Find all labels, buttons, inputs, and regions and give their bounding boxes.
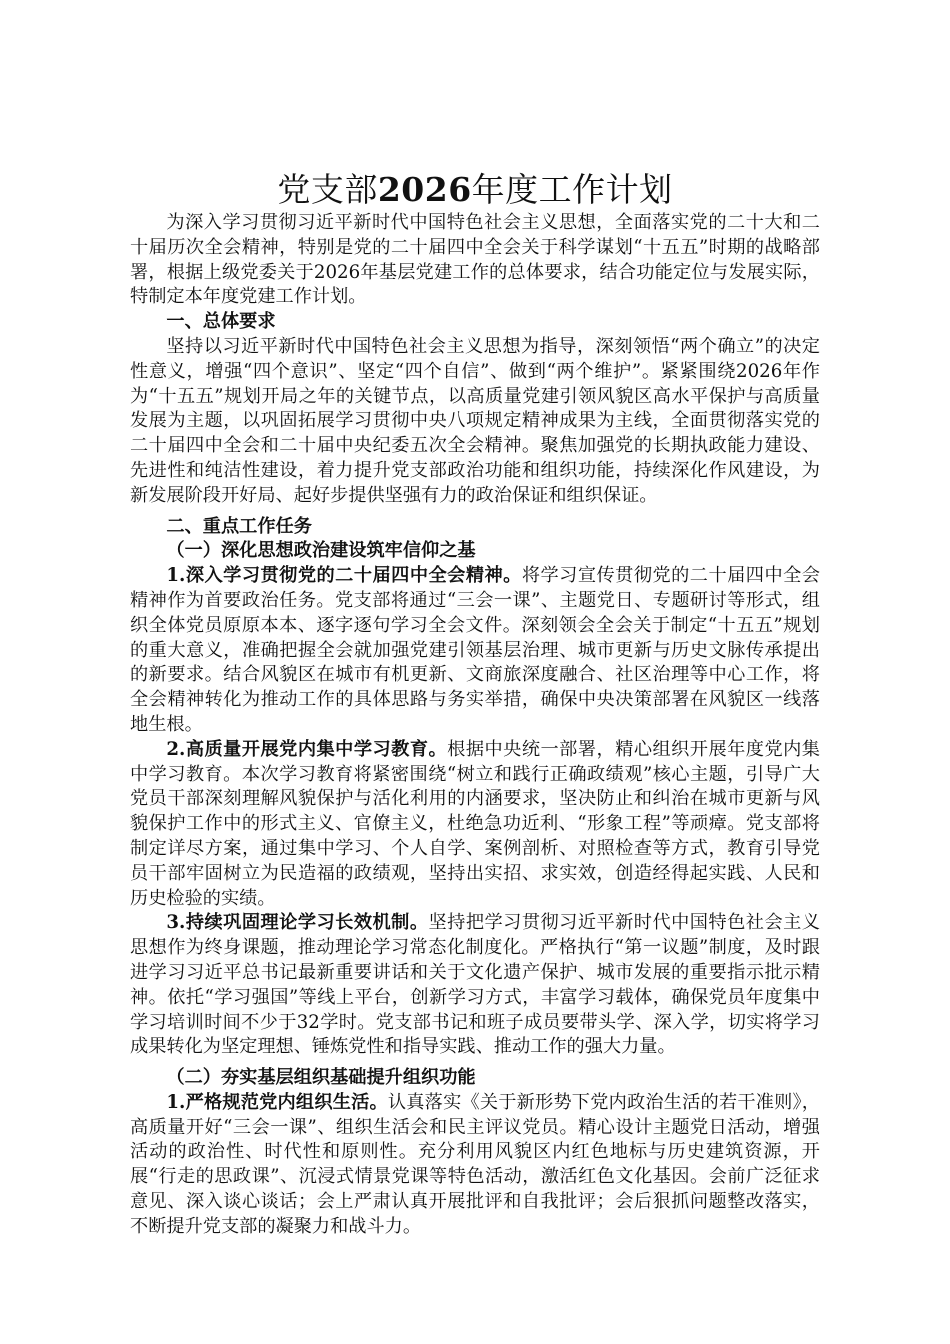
- document-body: [130, 211, 820, 1240]
- task-item: [130, 738, 820, 912]
- task-item: [130, 1091, 820, 1240]
- task-item-text: 根据中央统一部署，精心组织开展年度党内集中学习教育。本次学习教育将紧密围绕“树立和践行正确政绩观”核心主题，引导广大党员干部深刻理解风貌保护与活化利用的内涵要求，坚决防止和纠治在城市更新与风貌保护工作中的形式主义、官僚主义，杜绝急功近利、“形象工程”等顽瘴。党支部将制定详尽方案，通过集中学习、个人自学、案例剖析、对照检查等方式，教育引导党员干部牢固树立为民造福的政绩观，坚持出实招、求实效，创造经得起实践、人民和历史检验的实绩。: [130, 738, 820, 909]
- subsection-heading-organization: （二）夯实基层组织基础提升组织功能: [166, 1067, 476, 1089]
- section-heading-tasks: 二、重点工作任务: [166, 515, 312, 537]
- task-item: [130, 564, 820, 738]
- section-heading-general: 一、总体要求: [166, 311, 276, 333]
- task-item-lead: 3.持续巩固理论学习长效机制。: [166, 912, 429, 934]
- subsection-heading-ideology: （一）深化思想政治建设筑牢信仰之基: [166, 540, 476, 562]
- task-item: [130, 911, 820, 1060]
- task-item-text: 将学习宣传贯彻党的二十届四中全会精神作为首要政治任务。党支部将通过“三会一课”、主题党日、专题研讨等形式，组织全体党员原原本本、逐字逐句学习全会文件。深刻领会全会关于制定“十五五”规划的重大意义，准确把握全会就加强党建引领基层治理、城市更新与历史文脉传承提出的新要求。结合风貌区在城市有机更新、文商旅深度融合、社区治理等中心工作，将全会精神转化为推动工作的具体思路与务实举措，确保中央决策部署在风貌区一线落地生根。: [130, 565, 820, 735]
- document-title: [130, 168, 820, 212]
- title-suffix: 年度工作计划: [471, 170, 673, 209]
- title-prefix: 党支部: [277, 170, 378, 209]
- task-item-text: 认真落实《关于新形势下党内政治生活的若干准则》，高质量开好“三会一课”、组织生活会和民主评议党员。精心设计主题党日活动，增强活动的政治性、时代性和原则性。充分利用风貌区内红色地标与历史建筑资源，开展“行走的思政课”、沉浸式情景党课等特色活动，激活红色文化基因。会前广泛征求意见、深入谈心谈话；会上严肃认真开展批评和自我批评；会后狠抓问题整改落实，不断提升党支部的凝聚力和战斗力。: [130, 1091, 820, 1237]
- task-item-text: 坚持把学习贯彻习近平新时代中国特色社会主义思想作为终身课题，推动理论学习常态化制度化。严格执行“第一议题”制度，及时跟进学习习近平总书记最新重要讲话和关于文化遗产保护、城市发展的重要指示批示精神。依托“学习强国”等线上平台，创新学习方式，丰富学习载体，确保党员年度集中学习培训时间不少于32学时。党支部书记和班子成员要带头学、深入学，切实将学习成果转化为坚定理想、锤炼党性和指导实践、推动工作的强大力量。: [130, 912, 820, 1058]
- task-item-lead: 1.深入学习贯彻党的二十届四中全会精神。: [166, 565, 522, 587]
- section-general-paragraph: 坚持以习近平新时代中国特色社会主义思想为指导，深刻领悟“两个确立”的决定性意义，增强“四个意识”、坚定“四个自信”、做到“两个维护”。紧紧围绕2026年作为“十五五”规划开局之年的关键节点，以高质量党建引领风貌区高水平保护与高质量发展为主题，以巩固拓展学习贯彻中央八项规定精神成果为主线，全面贯彻落实党的二十届四中全会和二十届中央纪委五次全会精神。聚焦加强党的长期执政能力建设、先进性和纯洁性建设，着力提升党支部政治功能和组织功能，持续深化作风建设，为新发展阶段开好局、起好步提供坚强有力的政治保证和组织保证。: [130, 335, 820, 506]
- title-year: 2026: [377, 170, 472, 209]
- task-item-lead: 2.高质量开展党内集中学习教育。: [166, 738, 448, 760]
- intro-paragraph: 为深入学习贯彻习近平新时代中国特色社会主义思想，全面落实党的二十大和二十届历次全会精神，特别是党的二十届四中全会关于科学谋划“十五五”时期的战略部署，根据上级党委关于2026年基层党建工作的总体要求，结合功能定位与发展实际，特制定本年度党建工作计划。: [130, 212, 820, 308]
- task-item-lead: 1.严格规范党内组织生活。: [166, 1091, 388, 1113]
